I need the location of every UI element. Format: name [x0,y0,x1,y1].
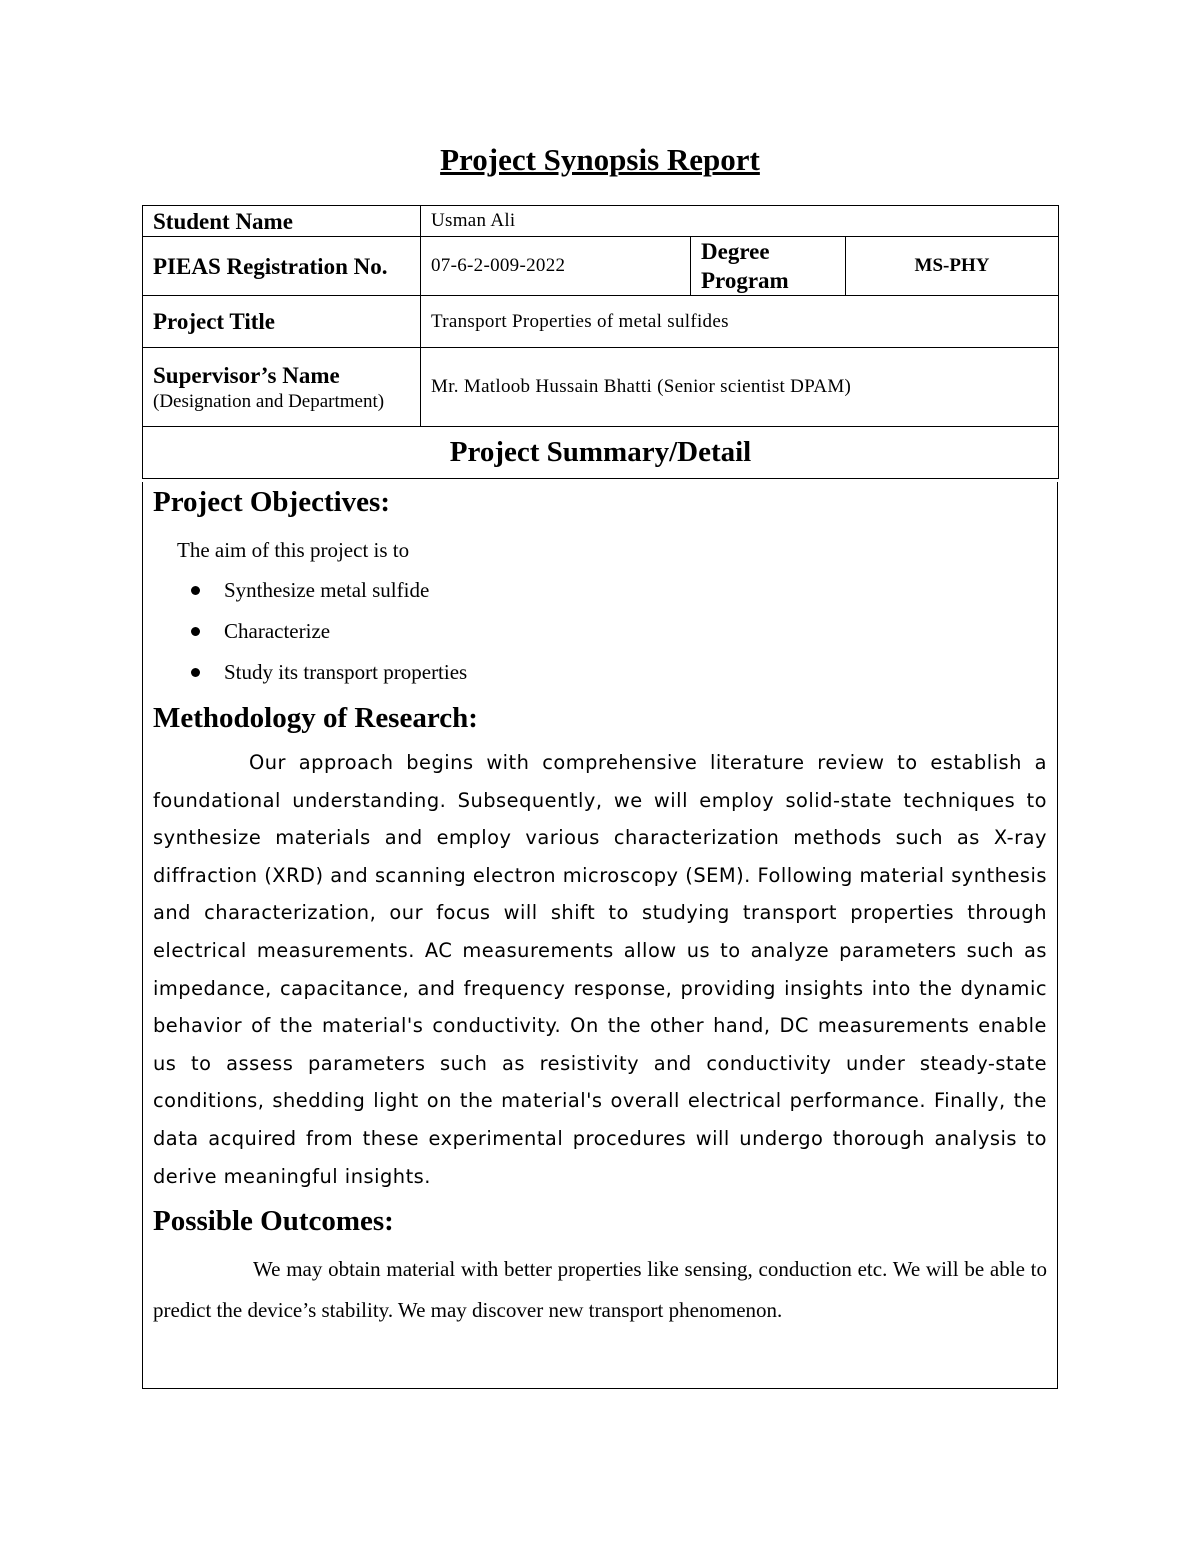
project-title-value: Transport Properties of metal sulfides [421,296,1059,348]
summary-heading: Project Summary/Detail [143,427,1059,479]
supervisor-label-cell [143,348,421,427]
outcomes-heading: Possible Outcomes: [153,1205,394,1238]
list-item [153,570,1047,611]
project-title-label: Project Title [143,296,421,348]
row-student-name [143,206,1059,237]
methodology-paragraph: Our approach begins with comprehensive literature review to establish a foundational understanding. Subsequently, we will employ solid-state techniques to synthesize materials and employ various characterization methods such as X-ray diffraction (XRD) and scanning electron microscopy (SEM). Following material synthesis and characterization, our focus will shift to studying transport properties through electrical measurements. AC measurements allow us to analyze parameters such as impedance, capacitance, and frequency response, providing insights into the dynamic behavior of the material's conductivity. On the other hand, DC measurements enable us to assess parameters such as resistivity and conductivity under steady-state conditions, shedding light on the material's overall electrical performance. Finally, the data acquired from these experimental procedures will undergo thorough analysis to derive meaningful insights. [153,751,1047,1188]
bullet-icon [191,586,200,595]
objective-text: Characterize [224,619,331,643]
row-summary-heading [143,427,1059,479]
objectives-list [153,570,1047,693]
objective-text: Study its transport properties [224,660,468,684]
supervisor-label: Supervisor’s Name [153,362,340,388]
outcomes-paragraph: We may obtain material with better properties like sensing, conduction etc. We will be able to predict the device’s stability. We may discover new transport phenomenon. [153,1257,1047,1323]
degree-value: MS-PHY [846,237,1059,296]
supervisor-sublabel: (Designation and Department) [153,390,385,412]
row-supervisor [143,348,1059,427]
summary-body [142,482,1058,1389]
row-project-title [143,296,1059,348]
methodology-heading: Methodology of Research: [153,702,478,734]
objective-text: Synthesize metal sulfide [224,578,430,602]
student-info-table [142,205,1059,479]
objectives-heading: Project Objectives: [153,486,390,518]
row-registration [143,237,1059,296]
supervisor-value: Mr. Matloob Hussain Bhatti (Senior scientist DPAM) [421,348,1059,427]
student-name-value: Usman Ali [421,206,1059,237]
registration-value: 07-6-2-009-2022 [421,237,691,296]
list-item [153,652,1047,693]
student-name-label: Student Name [143,206,421,237]
synopsis-form [142,205,1058,1388]
list-item [153,611,1047,652]
registration-label: PIEAS Registration No. [143,237,421,296]
objectives-intro: The aim of this project is to [177,538,410,562]
degree-label: Degree Program [691,237,846,296]
document-title: Project Synopsis Report [440,142,760,177]
bullet-icon [191,668,200,677]
bullet-icon [191,627,200,636]
